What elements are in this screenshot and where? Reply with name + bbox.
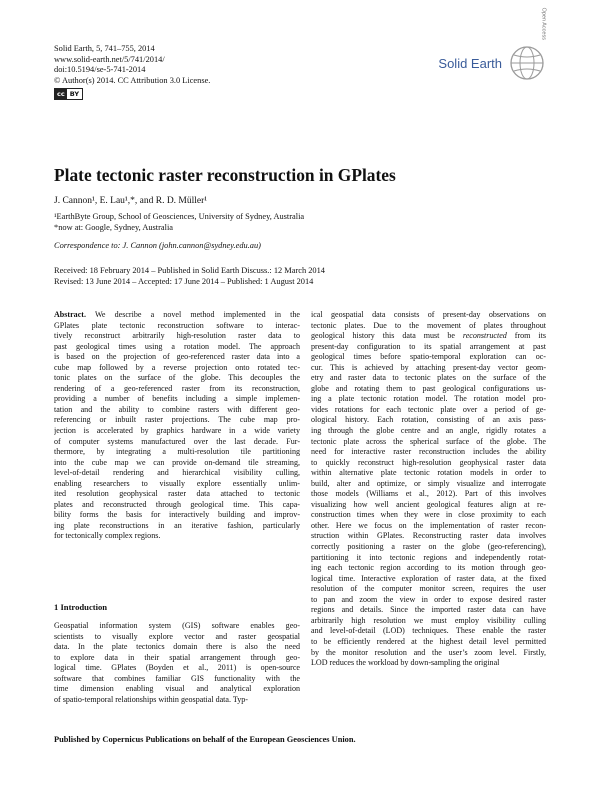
received-date-line: Received: 18 February 2014 – Published in Solid Earth Discuss.: 12 March 2014 [54, 266, 325, 275]
abstract-line: tonic plates on the surface of the globe. This decouples the [54, 373, 300, 383]
authors: J. Cannon¹, E. Lau¹,*, and R. D. Müller¹ [54, 196, 208, 206]
abstract-line: GPlates plate tectonic reconstruction software to interac- [54, 320, 300, 330]
body-line: need for interactive raster reconstruction includes the ability [311, 447, 546, 457]
abstract-line: past geological times using a rotation model. The approach [54, 341, 300, 351]
abstract-line: of computer systems manufactured over the last decade. Fur- [54, 436, 300, 446]
copyright: © Author(s) 2014. CC Attribution 3.0 License. [54, 75, 211, 85]
abstract-line: for tectonically complex regions. [54, 531, 161, 541]
globe-icon [508, 44, 546, 82]
body-line: ical geospatial data consists of present-day observations on [311, 310, 546, 319]
cc-by-license-badge[interactable] [54, 88, 83, 100]
body-line: resolution of the computer monitor screen, requires the user [311, 584, 546, 594]
body-line: to quickly reconstruct high-resolution geophysical raster data [311, 457, 546, 467]
intro-line: logical time. GPlates (Boyden et al., 2011) is open-source [54, 663, 300, 673]
body-line: within alternative plate tectonic rotation models in order to [311, 468, 546, 478]
abstract-line: thermore, by integrating a multi-resolution tile partitioning [54, 447, 300, 457]
body-line: LOD reduces the workload by down-sampling the original [311, 658, 500, 668]
body-line: construction times when they were in close proximity to each [311, 510, 546, 520]
intro-line: scientists to visually explore vector and raster geospatial [54, 631, 300, 641]
publisher-footer: Published by Copernicus Publications on behalf of the European Geosciences Union. [54, 735, 356, 744]
journal-logo [404, 7, 554, 98]
abstract-line: cube map followed by a reverse projection onto rotated tec- [54, 362, 300, 372]
by-icon: BY [69, 90, 80, 99]
body-line: to be efficiently rendered at the highest detail level permitted [311, 636, 546, 646]
body-line: tectonic plate across the spherical surface of the globe. The [311, 436, 546, 446]
introduction-text [54, 621, 300, 705]
body-line: and level-of-detail (LOD) techniques. These enable the raster [311, 626, 546, 636]
body-line: present-day configuration to its spatial arrangement at past [311, 341, 546, 351]
intro-line: Geospatial information system (GIS) software enables geo- [54, 621, 300, 630]
body-line: struction within GPlates. Reconstructing raster data involves [311, 531, 546, 541]
abstract-line: level-of-detail rendering and hierarchical visibility culling, [54, 468, 300, 478]
correspondence: Correspondence to: J. Cannon (john.cannon@sydney.edu.au) [54, 241, 261, 250]
abstract-line: referencing or inbuilt raster projections. The cube map pro- [54, 415, 300, 425]
body-line: correctly positioning a raster on the globe (geo-referencing), [311, 542, 546, 552]
body-line: other. Here we focus on the implementation of raster recon- [311, 520, 546, 530]
abstract-line: rendering of a geo-referenced raster from its reconstruction, [54, 383, 300, 393]
publication-dates [54, 265, 325, 287]
intro-line: to explore data in their spatial arrangement through geo- [54, 652, 300, 662]
body-line: to pan and zoom the view in order to expose desired raster [311, 594, 546, 604]
affiliations [54, 211, 304, 233]
abstract-line: ited resolution geophysical raster data attached to tectonic [54, 489, 300, 499]
cc-icon: cc [57, 90, 65, 99]
journal-url[interactable]: www.solid-earth.net/5/741/2014/ [54, 54, 165, 64]
abstract-line: tation and the ability to combine rasters with different geo- [54, 404, 300, 414]
right-column-text [311, 310, 546, 669]
body-line: build, alter and optimize, or simply visualize and interrogate [311, 478, 546, 488]
body-line: tectonic plates. Due to the movement of plates throughout [311, 320, 546, 330]
paper-title: Plate tectonic raster reconstruction in GPlates [54, 165, 396, 185]
abstract-line: ing plate reconstructions in an iterative fashion, particularly [54, 520, 300, 530]
body-line: cur. This is achieved by attaching present-day vector geom- [311, 362, 546, 372]
abstract-line: Abstract. We describe a novel method implemented in the [54, 310, 300, 319]
abstract-line: is based on the projection of geo-referenced raster data into a [54, 352, 300, 362]
body-line: vides rotations for each tectonic plate over a period of ge- [311, 404, 546, 414]
journal-name: Solid Earth [438, 56, 502, 71]
body-line: ing a plate tectonic rotation model. The rotation model pro- [311, 394, 546, 404]
revised-date-line: Revised: 13 June 2014 – Accepted: 17 June 2014 – Published: 1 August 2014 [54, 277, 314, 286]
body-line: geological times before spatio-temporal exploration can oc- [311, 352, 546, 362]
body-line: globe and rotating them to past geological configurations us- [311, 383, 546, 393]
citation: Solid Earth, 5, 741–755, 2014 [54, 44, 155, 53]
body-line: ing through the globe centre and an angle, rigidly rotates a [311, 426, 546, 436]
body-line: ological history. Each rotation, consisting of an axis pass- [311, 415, 546, 425]
body-line: logical time. Interactive exploration of raster data, at the fixed [311, 573, 546, 583]
abstract-line: tively reconstruct arbitrarily high-resolution raster data to [54, 331, 300, 341]
body-line: those models (Williams et al., 2012). Part of this involves [311, 489, 546, 499]
abstract-line: into the cube map we can provide on-demand tile streaming, [54, 457, 300, 467]
intro-line: of spatio-temporal relationships within geospatial data. Typ- [54, 694, 248, 704]
section-heading-introduction: 1 Introduction [54, 602, 108, 612]
intro-line: time dimension enabling visual and analytical exploration [54, 684, 300, 694]
affiliation-2: *now at: Google, Sydney, Australia [54, 223, 174, 232]
intro-line: software that combines familiar GIS functionality with the [54, 673, 300, 683]
abstract-line: enabling researchers to visually explore essentially unlim- [54, 478, 300, 488]
abstract [54, 310, 300, 542]
affiliation-1: ¹EarthByte Group, School of Geosciences, University of Sydney, Australia [54, 212, 305, 221]
body-line: geological history this data must be reconstructed from its [311, 331, 546, 341]
body-line: arbitrarily high resolution we must employ visibility culling [311, 615, 546, 625]
doi[interactable]: doi:10.5194/se-5-741-2014 [54, 65, 146, 75]
intro-line: data. In the plate tectonics domain there is also the need [54, 642, 300, 652]
open-access-label: Open Access [540, 7, 546, 40]
body-line: visualizing how well ancient geological features align at re- [311, 499, 546, 509]
abstract-line: bility forms the basis for interactively building and improv- [54, 510, 300, 520]
body-line: partitioning it into tectonic regions and independently rotat- [311, 552, 546, 562]
abstract-line: plates and reconstructed through geological time. This capa- [54, 499, 300, 509]
body-line: etry and raster data to tectonic plates on the surface of the [311, 373, 546, 383]
body-line: by the monitor resolution and the user’s zoom level. Firstly, [311, 647, 546, 657]
abstract-line: providing a number of benefits including a simple implemen- [54, 394, 300, 404]
body-line: regions and details. Since the imported raster data can have [311, 605, 546, 615]
abstract-line: jection is accelerated by graphics hardware in a wide variety [54, 426, 300, 436]
article-metadata [54, 44, 210, 100]
body-line: ing each tectonic region according to its motion through geo- [311, 563, 546, 573]
